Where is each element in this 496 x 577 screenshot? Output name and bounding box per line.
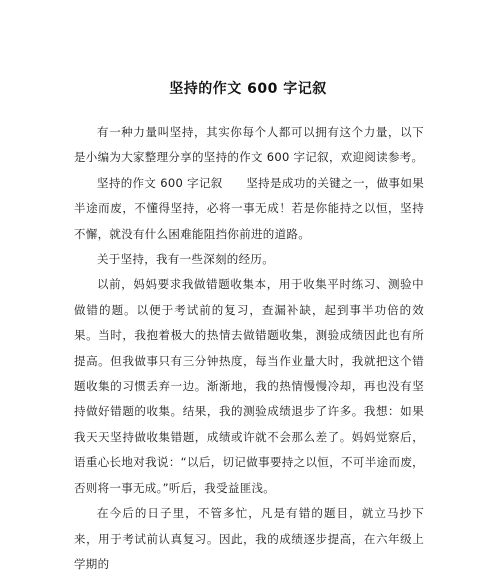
- document-title: 坚持的作文 600 字记叙: [169, 81, 327, 97]
- paragraph-thesis: 坚持的作文 600 字记叙 坚持是成功的关键之一，做事如果半途而废，不懂得坚持，必将一事无成！若是你能持之以恒，坚持不懈，就没有什么困难能阻挡你前进的道路。: [74, 175, 424, 241]
- paragraph-story: 以前，妈妈要求我做错题收集本，用于收集平时练习、测验中做错的题。以便于考试前的复习，查漏补缺，起到事半功倍的效果。当时，我抱着极大的热情去做错题收集，测验成绩因此也有所提高。但我做事只有三分钟热度，每当作业量大时，我就把这个错题收集的习惯丢弃一边。渐渐地，我的热情慢慢冷却，再也没有坚持做好错题的收集。结果，我的测验成绩退步了许多。我想：如果我天天坚持做收集错题，成绩或许就不会那么差了。妈妈觉察后，语重心长地对我说：“以后，切记做事要持之以恒，不可半途而废，否则将一事无成。”听后，我受益匪浅。: [74, 277, 424, 495]
- paragraph-continuation: 在今后的日子里，不管多忙，凡是有错的题目，就立马抄下来，用于考试前认真复习。因此，我的成绩逐步提高，在六年级上学期的: [74, 506, 424, 571]
- document-body: [74, 120, 424, 577]
- paragraph-experience-lead: 关于坚持，我有一些深刻的经历。: [97, 252, 274, 267]
- paragraph-intro: 有一种力量叫坚持，其实你每个人都可以拥有这个力量，以下是小编为大家整理分享的坚持的作文 600 字记叙，欢迎阅读参考。: [74, 125, 424, 165]
